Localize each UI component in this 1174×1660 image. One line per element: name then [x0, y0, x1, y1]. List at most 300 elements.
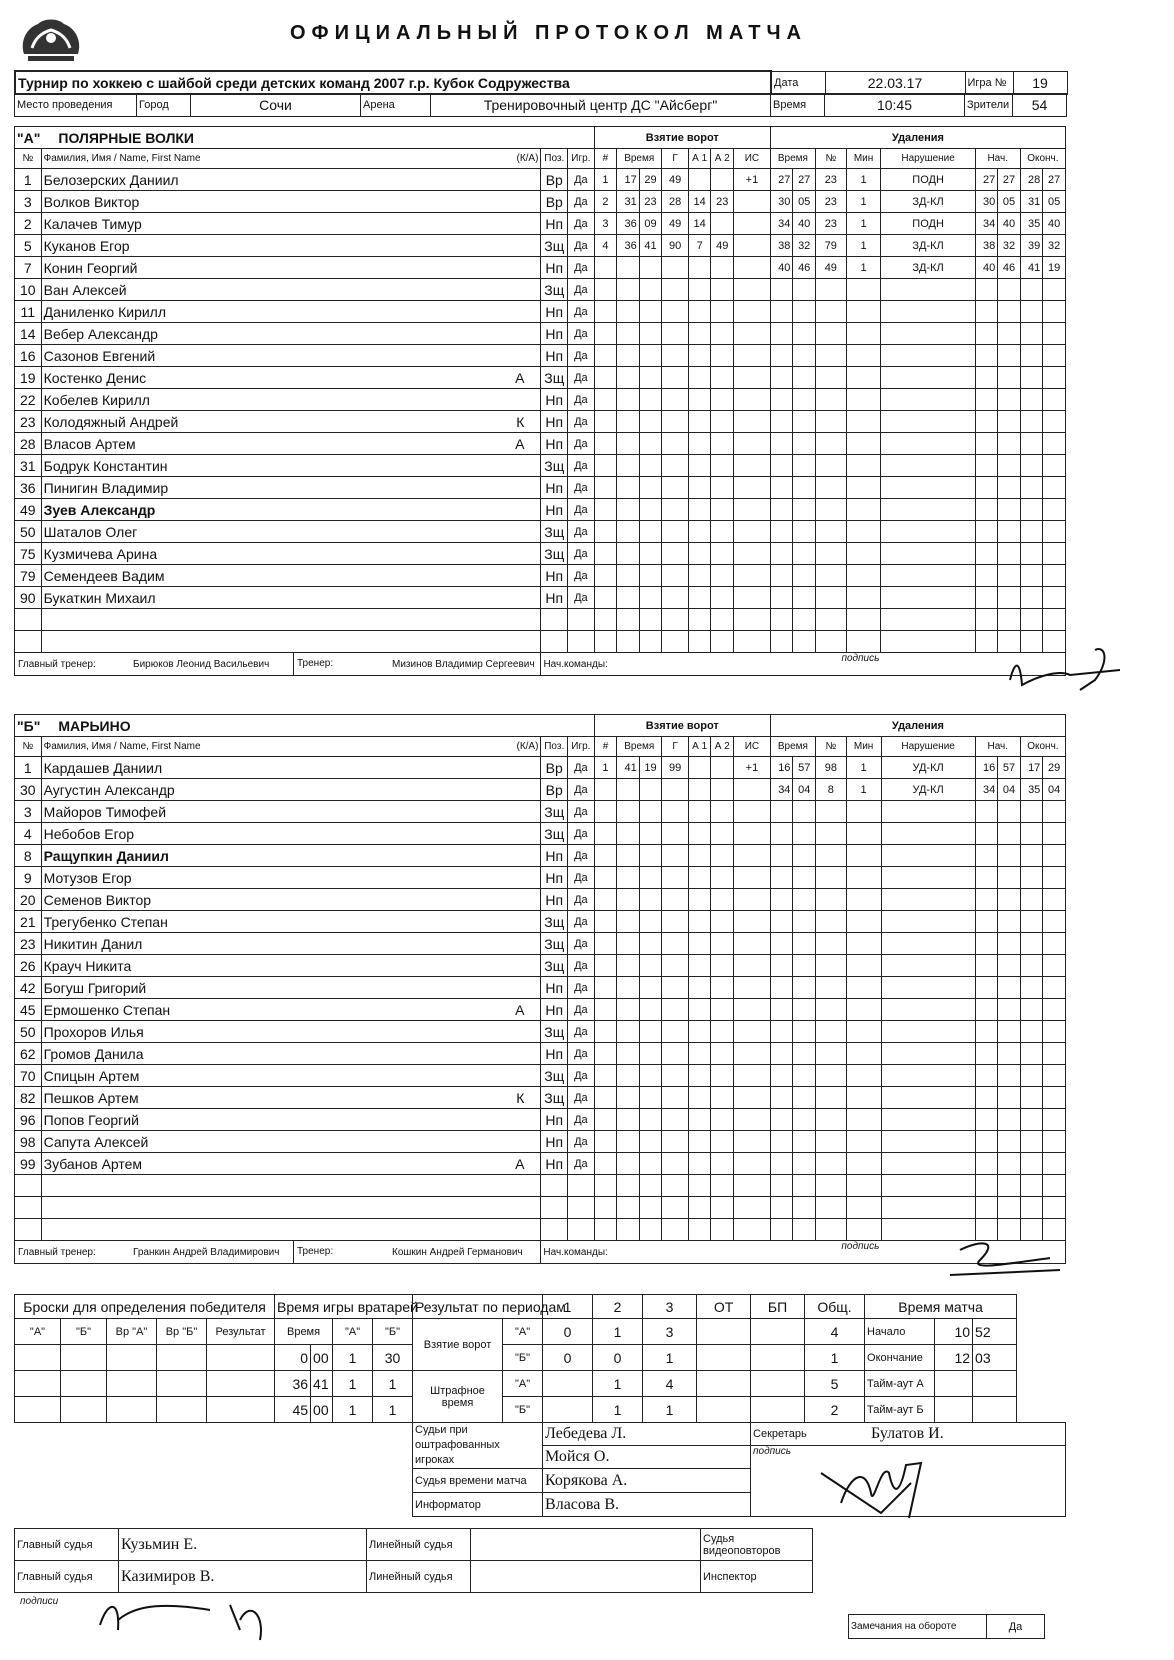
assist1-header: А 1 — [688, 149, 711, 169]
secretary-label: Секретарь — [753, 1428, 807, 1440]
goal-minute: 36 — [617, 235, 640, 257]
venue-label: Место проведения — [15, 94, 137, 117]
player-name-cell — [41, 345, 541, 367]
goal-second: 09 — [639, 213, 662, 235]
player-name-cell — [41, 823, 541, 845]
player-row — [15, 801, 1066, 823]
player-row — [15, 845, 1066, 867]
goals-b-total: 1 — [805, 1345, 865, 1371]
gk-row-3-a: 1 — [333, 1397, 373, 1423]
player-number: 5 — [15, 235, 42, 257]
player-row — [15, 235, 1066, 257]
player-played: Да — [568, 433, 595, 455]
player-name: Шаталов Олег — [43, 523, 138, 540]
player-position: Нп — [541, 433, 568, 455]
player-row — [15, 1087, 1066, 1109]
player-played: Да — [568, 301, 595, 323]
ka-label: (К/А) — [516, 153, 539, 164]
player-name-cell — [41, 257, 541, 279]
penalty-end-min: 28 — [1020, 169, 1043, 191]
player-played: Да — [568, 845, 595, 867]
player-name-cell — [41, 1065, 541, 1087]
pen-start-header: Нач. — [975, 737, 1020, 757]
player-played: Да — [568, 543, 595, 565]
name-label: Фамилия, Имя / Name, First Name — [43, 741, 201, 752]
goal-number: 3 — [594, 213, 617, 235]
player-name-cell — [41, 933, 541, 955]
player-row — [15, 889, 1066, 911]
player-played: Да — [568, 889, 595, 911]
pen-b-total: 2 — [805, 1397, 865, 1423]
penalty-end-sec: 27 — [1043, 169, 1066, 191]
goal-assist1 — [688, 757, 711, 779]
player-played: Да — [568, 477, 595, 499]
timeout-b-label: Тайм-аут Б — [865, 1397, 935, 1423]
goal-situation: +1 — [733, 169, 770, 191]
player-number: 8 — [15, 845, 42, 867]
player-number: 49 — [15, 499, 42, 521]
summary-table — [14, 1294, 1066, 1517]
gk-row-1-a: 1 — [333, 1345, 373, 1371]
pen-end-header: Оконч. — [1020, 149, 1065, 169]
goals-row-label: Взятие ворот — [413, 1319, 503, 1371]
penalty-minute: 34 — [770, 779, 793, 801]
pos-col-header: Поз. — [541, 737, 568, 757]
player-name: Аугустин Александр — [43, 781, 175, 798]
player-played: Да — [568, 867, 595, 889]
player-name: Семенов Виктор — [43, 891, 152, 908]
player-name: Конин Георгий — [43, 259, 138, 276]
player-played: Да — [568, 1043, 595, 1065]
player-number: 19 — [15, 367, 42, 389]
period-2-header: 2 — [593, 1295, 643, 1319]
penalty-end-min: 35 — [1020, 779, 1043, 801]
player-position: Вр — [541, 779, 568, 801]
player-number: 3 — [15, 801, 42, 823]
goal-number: 4 — [594, 235, 617, 257]
gk-row-3-b: 1 — [373, 1397, 413, 1423]
player-name-cell — [41, 543, 541, 565]
penalty-start-min: 34 — [975, 779, 998, 801]
penalty-start-sec: 40 — [998, 213, 1021, 235]
goals-header: Взятие ворот — [594, 127, 770, 149]
pen-a-p3: 4 — [643, 1371, 697, 1397]
player-name-cell — [41, 1043, 541, 1065]
player-number: 50 — [15, 1021, 42, 1043]
penalty-minutes: 1 — [846, 169, 881, 191]
player-played: Да — [568, 933, 595, 955]
player-name: Куканов Егор — [43, 237, 130, 254]
player-played: Да — [568, 411, 595, 433]
player-row — [15, 977, 1066, 999]
page-title: ОФИЦИАЛЬНЫЙ ПРОТОКОЛ МАТЧА — [290, 22, 807, 44]
so-b-label: "Б" — [61, 1319, 107, 1345]
gk-row-2-a: 1 — [333, 1371, 373, 1397]
end-label: Окончание — [865, 1345, 935, 1371]
player-number: 45 — [15, 999, 42, 1021]
penalty-judge-2: Мойся О. — [545, 1448, 610, 1465]
player-number: 1 — [15, 169, 42, 191]
player-number: 50 — [15, 521, 42, 543]
player-played: Да — [568, 345, 595, 367]
penalty-start-sec: 05 — [998, 191, 1021, 213]
start-hour: 10 — [935, 1319, 973, 1345]
line-ref-1-label: Линейный судья — [367, 1529, 471, 1561]
penalty-player: 23 — [815, 213, 846, 235]
player-position: Нп — [541, 1131, 568, 1153]
player-name-cell — [41, 169, 541, 191]
pen-b-label: "Б" — [503, 1397, 543, 1423]
player-name: Сапута Алексей — [43, 1133, 149, 1150]
pen-num-header: № — [815, 149, 846, 169]
player-number: 75 — [15, 543, 42, 565]
player-name: Зуев Александр — [43, 501, 156, 518]
player-position: Зщ — [541, 455, 568, 477]
ka-label: (К/А) — [516, 741, 539, 752]
player-name-cell — [41, 389, 541, 411]
coach-name: Кошкин Андрей Германович — [392, 1246, 523, 1258]
player-played: Да — [568, 323, 595, 345]
player-number: 62 — [15, 1043, 42, 1065]
end-hour: 12 — [935, 1345, 973, 1371]
player-name: Букаткин Михаил — [43, 589, 156, 606]
player-name: Вебер Александр — [43, 325, 158, 342]
goal-situation-header: ИС — [733, 149, 770, 169]
goals-a-total: 4 — [805, 1319, 865, 1345]
player-name: Власов Артем — [43, 435, 136, 452]
player-name: Даниленко Кирилл — [43, 303, 167, 320]
penalty-second: 27 — [793, 169, 816, 191]
team-team_b-header — [15, 715, 595, 737]
player-number: 98 — [15, 1131, 42, 1153]
player-position: Зщ — [541, 521, 568, 543]
player-name: Зубанов Артем — [43, 1155, 143, 1172]
player-position: Нп — [541, 977, 568, 999]
penalty-end-min: 41 — [1020, 257, 1043, 279]
penalty-end-min: 17 — [1020, 757, 1043, 779]
goal-minute: 41 — [617, 757, 640, 779]
player-name-cell — [41, 1109, 541, 1131]
penalty-player: 49 — [815, 257, 846, 279]
timeout-a-label: Тайм-аут А — [865, 1371, 935, 1397]
goal-second: 29 — [639, 169, 662, 191]
player-row — [15, 1175, 1066, 1197]
player-position: Нп — [541, 867, 568, 889]
team-name: ПОЛЯРНЫЕ ВОЛКИ — [58, 129, 194, 146]
name-col-header — [41, 149, 541, 169]
goal-number: 1 — [594, 169, 617, 191]
player-number: 9 — [15, 867, 42, 889]
player-number: 16 — [15, 345, 42, 367]
main-ref-1-label: Главный судья — [15, 1529, 119, 1561]
period-3-header: 3 — [643, 1295, 697, 1319]
arena: Тренировочный центр ДС "Айсберг" — [431, 94, 771, 117]
player-position: Нп — [541, 213, 568, 235]
main-ref-2-name: Казимиров В. — [119, 1561, 367, 1593]
penalty-start-sec: 27 — [998, 169, 1021, 191]
date-label: Дата — [774, 76, 799, 89]
pen-a-label: "А" — [503, 1371, 543, 1397]
penalties-header: Удаления — [770, 127, 1065, 149]
player-played: Да — [568, 565, 595, 587]
signature-label: подпись — [841, 653, 880, 664]
player-name: Колодяжный Андрей — [43, 413, 179, 430]
player-number: 70 — [15, 1065, 42, 1087]
shootout-header: Броски для определения победителя — [15, 1295, 275, 1319]
player-name: Ермошенко Степан — [43, 1001, 171, 1018]
player-position: Нп — [541, 889, 568, 911]
pen-violation-header: Нарушение — [881, 737, 975, 757]
penalty-minute: 40 — [770, 257, 793, 279]
team-b-signature — [940, 1230, 1070, 1290]
goal-num-header: # — [594, 737, 617, 757]
gk-row-1-min: 0 — [275, 1345, 311, 1371]
player-played: Да — [568, 367, 595, 389]
penalty-second: 40 — [793, 213, 816, 235]
goals-b-p2: 0 — [593, 1345, 643, 1371]
penalty-minute: 34 — [770, 213, 793, 235]
player-position: Зщ — [541, 911, 568, 933]
head-coach-label: Главный тренер: — [18, 658, 96, 670]
player-name-cell — [41, 889, 541, 911]
team-tag: "Б" — [17, 717, 41, 734]
player-name: Майоров Тимофей — [43, 803, 167, 820]
goal-scorer: 28 — [662, 191, 689, 213]
player-name: Громов Данила — [43, 1045, 144, 1062]
goal-assist1 — [688, 169, 711, 191]
player-name-cell — [41, 911, 541, 933]
player-row — [15, 367, 1066, 389]
player-name-cell — [41, 367, 541, 389]
player-played: Да — [568, 823, 595, 845]
player-name: Пинигин Владимир — [43, 479, 169, 496]
player-row — [15, 279, 1066, 301]
game-label: Игра № — [965, 71, 1013, 94]
player-name-cell — [41, 477, 541, 499]
penalty-start-min: 40 — [975, 257, 998, 279]
player-row — [15, 1065, 1066, 1087]
goal-situation-header: ИС — [733, 737, 770, 757]
player-name-cell — [41, 1153, 541, 1175]
player-number: 36 — [15, 477, 42, 499]
penalty-row-label: Штрафное время — [413, 1371, 503, 1423]
player-row — [15, 411, 1066, 433]
remarks-label: Замечания на обороте — [849, 1615, 987, 1639]
goal-assist2 — [711, 213, 734, 235]
player-number: 22 — [15, 389, 42, 411]
player-position: Вр — [541, 757, 568, 779]
goals-header: Взятие ворот — [594, 715, 770, 737]
gk-b-label: "Б" — [373, 1319, 413, 1345]
goal-scorer: 49 — [662, 213, 689, 235]
player-row — [15, 911, 1066, 933]
player-played: Да — [568, 235, 595, 257]
player-number: 26 — [15, 955, 42, 977]
player-position: Нп — [541, 323, 568, 345]
penalty-end-min: 35 — [1020, 213, 1043, 235]
team-chief-cell — [541, 653, 1066, 676]
player-position: Нп — [541, 1109, 568, 1131]
penalty-minute: 30 — [770, 191, 793, 213]
penalty-violation: ЗД-КЛ — [881, 257, 975, 279]
player-row — [15, 1021, 1066, 1043]
penalty-start-sec: 57 — [998, 757, 1021, 779]
penalty-second: 57 — [793, 757, 816, 779]
player-name-cell — [41, 301, 541, 323]
player-name: Кузмичева Арина — [43, 545, 158, 562]
player-name: Калачев Тимур — [43, 215, 142, 232]
penalty-player: 79 — [815, 235, 846, 257]
arena-label: Арена — [361, 94, 431, 117]
informer-label: Информатор — [413, 1493, 543, 1517]
penalty-start-min: 27 — [975, 169, 998, 191]
player-name-cell — [41, 757, 541, 779]
player-name-cell — [41, 955, 541, 977]
player-row — [15, 257, 1066, 279]
pen-start-header: Нач. — [975, 149, 1020, 169]
name-col-header — [41, 737, 541, 757]
head-coach-label: Главный тренер: — [18, 1246, 96, 1258]
player-played: Да — [568, 977, 595, 999]
player-number: 14 — [15, 323, 42, 345]
goal-second: 19 — [639, 757, 662, 779]
player-row — [15, 1109, 1066, 1131]
penalty-violation: УД-КЛ — [881, 779, 975, 801]
player-name-cell — [41, 845, 541, 867]
goal-situation: +1 — [733, 757, 770, 779]
penalty-start-sec: 04 — [998, 779, 1021, 801]
end-minute: 03 — [973, 1345, 1017, 1371]
player-played: Да — [568, 911, 595, 933]
team-team_a-header — [15, 127, 595, 149]
player-number: 99 — [15, 1153, 42, 1175]
penalty-end-sec: 29 — [1043, 757, 1066, 779]
penalty-second: 04 — [793, 779, 816, 801]
head-coach-name: Гранкин Андрей Владимирович — [133, 1246, 280, 1258]
penalty-minutes: 1 — [846, 257, 881, 279]
secretary-signature-label: подпись — [753, 1446, 791, 1457]
name-label: Фамилия, Имя / Name, First Name — [43, 153, 201, 164]
player-name: Ван Алексей — [43, 281, 127, 298]
player-number: 30 — [15, 779, 42, 801]
player-name: Белозерских Даниил — [43, 171, 179, 188]
pen-end-header: Оконч. — [1020, 737, 1065, 757]
player-played: Да — [568, 213, 595, 235]
player-played: Да — [568, 257, 595, 279]
penalty-start-min: 34 — [975, 213, 998, 235]
player-position: Зщ — [541, 1087, 568, 1109]
penalty-end-min: 39 — [1020, 235, 1043, 257]
assist2-header: А 2 — [711, 149, 734, 169]
city-label: Город — [137, 94, 191, 117]
player-position: Зщ — [541, 933, 568, 955]
informer-name: Власова В. — [543, 1493, 751, 1517]
player-name: Сазонов Евгений — [43, 347, 156, 364]
penalty-end-sec: 04 — [1043, 779, 1066, 801]
penalty-violation: УД-КЛ — [881, 757, 975, 779]
player-row — [15, 631, 1066, 653]
periods-header: Результат по периодам — [413, 1295, 543, 1319]
player-row — [15, 433, 1066, 455]
pen-min-header: Мин — [846, 737, 881, 757]
penalty-minutes: 1 — [846, 757, 881, 779]
player-row — [15, 213, 1066, 235]
player-name-cell — [41, 499, 541, 521]
overtime-header: ОТ — [697, 1295, 751, 1319]
player-position: Зщ — [541, 955, 568, 977]
player-row — [15, 1197, 1066, 1219]
player-row — [15, 521, 1066, 543]
player-number: 21 — [15, 911, 42, 933]
player-name-cell — [41, 999, 541, 1021]
goalie-time-header: Время игры вратарей — [275, 1295, 413, 1319]
pen-a-p2: 1 — [593, 1371, 643, 1397]
player-name: Семендеев Вадим — [43, 567, 165, 584]
player-played: Да — [568, 757, 595, 779]
goal-number: 2 — [594, 191, 617, 213]
penalty-minutes: 1 — [846, 779, 881, 801]
coach-label: Тренер: — [293, 1241, 389, 1263]
num-col-header: № — [15, 737, 42, 757]
penalty-player: 23 — [815, 191, 846, 213]
goal-scorer-header: Г — [662, 737, 689, 757]
gk-row-3-sec: 00 — [311, 1397, 333, 1423]
so-gk-b-label: Вр "Б" — [157, 1319, 207, 1345]
pen-min-header: Мин — [846, 149, 881, 169]
line-ref-2-label: Линейный судья — [367, 1561, 471, 1593]
penalty-minute: 16 — [770, 757, 793, 779]
penalty-end-min: 31 — [1020, 191, 1043, 213]
goals-b-label: "Б" — [503, 1345, 543, 1371]
player-played: Да — [568, 169, 595, 191]
main-ref-2-label: Главный судья — [15, 1561, 119, 1593]
player-played: Да — [568, 191, 595, 213]
gk-a-label: "А" — [333, 1319, 373, 1345]
player-row — [15, 169, 1066, 191]
goal-assist2 — [711, 169, 734, 191]
gk-time-label: Время — [275, 1319, 333, 1345]
team-chief-label: Нач.команды: — [543, 658, 608, 670]
penalty-player: 8 — [815, 779, 846, 801]
player-position: Нп — [541, 1153, 568, 1175]
video-ref-label: Судья видеоповторов — [701, 1529, 813, 1561]
match-header — [14, 70, 1068, 95]
player-row — [15, 933, 1066, 955]
goal-second: 23 — [639, 191, 662, 213]
player-number: 82 — [15, 1087, 42, 1109]
player-row — [15, 779, 1066, 801]
player-name: Богуш Григорий — [43, 979, 147, 996]
num-col-header: № — [15, 149, 42, 169]
player-number: 96 — [15, 1109, 42, 1131]
start-minute: 52 — [973, 1319, 1017, 1345]
player-row — [15, 823, 1066, 845]
goal-time-header: Время — [617, 149, 662, 169]
pen-b-p1 — [543, 1397, 593, 1423]
player-row — [15, 389, 1066, 411]
player-name-cell — [41, 411, 541, 433]
goal-assist1: 14 — [688, 191, 711, 213]
tournament-name: Турнир по хоккею с шайбой среди детских команд 2007 г.р. Кубок Содружества — [15, 71, 771, 94]
main-ref-1-name: Кузьмин Е. — [119, 1529, 367, 1561]
spectators-label: Зрители — [965, 94, 1013, 117]
captain-mark: А — [515, 1155, 525, 1172]
gk-row-2-min: 36 — [275, 1371, 311, 1397]
team-tag: "А" — [17, 129, 41, 146]
player-played: Да — [568, 1021, 595, 1043]
player-name: Костенко Денис — [43, 369, 147, 386]
time-label: Время — [771, 94, 825, 117]
